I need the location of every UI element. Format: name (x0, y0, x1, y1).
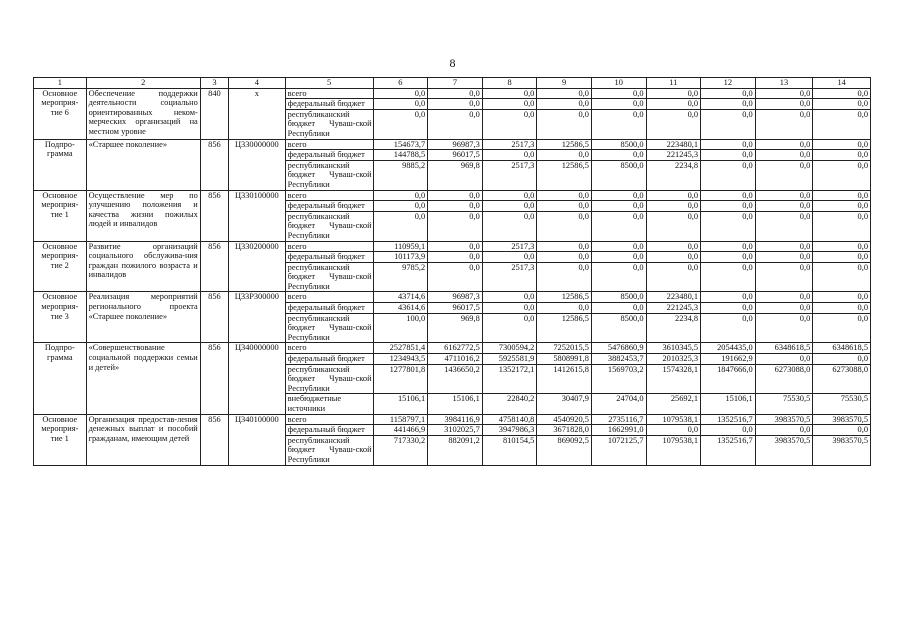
value-cell: 0,0 (646, 99, 701, 110)
code-cell: 840 (200, 88, 228, 139)
value-cell: 0,0 (813, 190, 871, 201)
value-cell: 0,0 (428, 190, 483, 201)
value-cell: 110959,1 (373, 241, 428, 252)
target-code-cell: Ц340100000 (229, 414, 286, 465)
value-cell: 12586,5 (537, 313, 592, 343)
value-cell: 0,0 (813, 211, 871, 241)
funding-source-cell: всего (285, 241, 373, 252)
value-cell: 0,0 (591, 201, 646, 212)
activity-name-cell: Обеспечение поддержки деятельности социально ориентированных неком-мерческих организаций на местном уровне (86, 88, 200, 139)
value-cell: 0,0 (701, 425, 756, 436)
value-cell: 0,0 (537, 241, 592, 252)
value-cell: 0,0 (428, 211, 483, 241)
value-cell: 0,0 (755, 241, 813, 252)
value-cell: 0,0 (701, 252, 756, 263)
value-cell: 2234,8 (646, 313, 701, 343)
budget-table (33, 77, 871, 466)
value-cell: 0,0 (755, 303, 813, 314)
funding-source-cell: федеральный бюджет (285, 201, 373, 212)
value-cell: 0,0 (428, 252, 483, 263)
value-cell: 15106,1 (373, 394, 428, 414)
value-cell: 0,0 (755, 88, 813, 99)
value-cell: 223480,1 (646, 139, 701, 150)
funding-source-cell: всего (285, 292, 373, 303)
header-cell: 7 (428, 78, 483, 89)
value-cell: 96987,3 (428, 292, 483, 303)
value-cell: 0,0 (482, 88, 537, 99)
header-cell: 2 (86, 78, 200, 89)
value-cell: 3882453,7 (591, 354, 646, 365)
value-cell: 0,0 (755, 201, 813, 212)
value-cell: 0,0 (701, 150, 756, 161)
value-cell: 2735116,7 (591, 414, 646, 425)
value-cell: 0,0 (646, 211, 701, 241)
value-cell: 0,0 (813, 252, 871, 263)
value-cell: 0,0 (701, 303, 756, 314)
value-cell: 0,0 (755, 99, 813, 110)
value-cell: 6273088,0 (755, 364, 813, 394)
value-cell: 0,0 (813, 292, 871, 303)
funding-source-cell: федеральный бюджет (285, 354, 373, 365)
value-cell: 43614,6 (373, 303, 428, 314)
value-cell: 0,0 (591, 262, 646, 292)
value-cell: 1847666,0 (701, 364, 756, 394)
value-cell: 6348618,5 (755, 343, 813, 354)
value-cell: 1662991,0 (591, 425, 646, 436)
value-cell: 6348618,5 (813, 343, 871, 354)
funding-source-cell: республиканский бюджет Чуваш-ской Республики (285, 109, 373, 139)
value-cell: 3610345,5 (646, 343, 701, 354)
value-cell: 0,0 (701, 201, 756, 212)
value-cell: 3983570,5 (755, 414, 813, 425)
value-cell: 0,0 (813, 150, 871, 161)
code-cell: 856 (200, 241, 228, 292)
funding-source-cell: республиканский бюджет Чуваш-ской Республики (285, 211, 373, 241)
value-cell: 8500,0 (591, 292, 646, 303)
value-cell: 0,0 (537, 88, 592, 99)
value-cell: 2234,8 (646, 160, 701, 190)
funding-source-cell: всего (285, 343, 373, 354)
value-cell: 2054435,0 (701, 343, 756, 354)
value-cell: 0,0 (755, 150, 813, 161)
value-cell: 22840,2 (482, 394, 537, 414)
value-cell: 0,0 (482, 150, 537, 161)
value-cell: 0,0 (755, 354, 813, 365)
value-cell: 0,0 (755, 262, 813, 292)
value-cell: 2010325,3 (646, 354, 701, 365)
value-cell: 3983570,5 (813, 414, 871, 425)
value-cell: 15106,1 (428, 394, 483, 414)
header-cell: 14 (813, 78, 871, 89)
header-cell: 6 (373, 78, 428, 89)
value-cell: 0,0 (701, 160, 756, 190)
activity-type-cell: Основное мероприя-тие 2 (34, 241, 87, 292)
value-cell: 0,0 (428, 109, 483, 139)
header-cell: 13 (755, 78, 813, 89)
value-cell: 441466,9 (373, 425, 428, 436)
activity-name-cell: «Старшее поколение» (86, 139, 200, 190)
value-cell: 969,8 (428, 313, 483, 343)
value-cell: 5476860,9 (591, 343, 646, 354)
value-cell: 75530,5 (755, 394, 813, 414)
value-cell: 0,0 (755, 292, 813, 303)
table-row (34, 190, 871, 201)
activity-name-cell: Развитие организаций социального обслужива-ния граждан пожилого возраста и инвалидов (86, 241, 200, 292)
value-cell: 3983570,5 (813, 435, 871, 465)
funding-source-cell: всего (285, 88, 373, 99)
value-cell: 8500,0 (591, 313, 646, 343)
header-cell: 12 (701, 78, 756, 89)
value-cell: 191662,9 (701, 354, 756, 365)
value-cell: 0,0 (373, 211, 428, 241)
value-cell: 8500,0 (591, 139, 646, 150)
value-cell: 882091,2 (428, 435, 483, 465)
funding-source-cell: федеральный бюджет (285, 150, 373, 161)
value-cell: 144788,5 (373, 150, 428, 161)
activity-type-cell: Основное мероприя-тие 3 (34, 292, 87, 343)
value-cell: 12586,5 (537, 139, 592, 150)
value-cell: 6162772,5 (428, 343, 483, 354)
value-cell: 2517,3 (482, 241, 537, 252)
target-code-cell: Ц330200000 (229, 241, 286, 292)
table-row (34, 241, 871, 252)
value-cell: 0,0 (813, 139, 871, 150)
value-cell: 810154,5 (482, 435, 537, 465)
value-cell: 2527851,4 (373, 343, 428, 354)
value-cell: 0,0 (537, 99, 592, 110)
value-cell: 0,0 (482, 99, 537, 110)
value-cell: 0,0 (755, 252, 813, 263)
target-code-cell: Ц330000000 (229, 139, 286, 190)
value-cell: 0,0 (813, 425, 871, 436)
value-cell: 96017,5 (428, 150, 483, 161)
header-cell: 5 (285, 78, 373, 89)
value-cell: 0,0 (813, 109, 871, 139)
value-cell: 0,0 (646, 190, 701, 201)
code-cell: 856 (200, 343, 228, 414)
value-cell: 154673,7 (373, 139, 428, 150)
value-cell: 221245,3 (646, 150, 701, 161)
value-cell: 0,0 (646, 425, 701, 436)
value-cell: 0,0 (701, 190, 756, 201)
activity-name-cell: Организация предостав-ления денежных выплат и пособий гражданам, имеющим детей (86, 414, 200, 465)
value-cell: 0,0 (755, 109, 813, 139)
page-number: 8 (449, 56, 456, 70)
header-cell: 4 (229, 78, 286, 89)
value-cell: 3984116,9 (428, 414, 483, 425)
activity-type-cell: Основное мероприя-тие 1 (34, 414, 87, 465)
value-cell: 0,0 (755, 211, 813, 241)
code-cell: 856 (200, 292, 228, 343)
value-cell: 1574328,1 (646, 364, 701, 394)
funding-source-cell: республиканский бюджет Чуваш-ской Республики (285, 364, 373, 394)
value-cell: 0,0 (373, 109, 428, 139)
value-cell: 100,0 (373, 313, 428, 343)
value-cell: 0,0 (482, 190, 537, 201)
header-cell: 8 (482, 78, 537, 89)
value-cell: 0,0 (813, 99, 871, 110)
value-cell: 7300594,2 (482, 343, 537, 354)
value-cell: 0,0 (428, 99, 483, 110)
value-cell: 0,0 (537, 303, 592, 314)
value-cell: 3671828,0 (537, 425, 592, 436)
value-cell: 0,0 (482, 313, 537, 343)
value-cell: 0,0 (428, 262, 483, 292)
header-cell: 10 (591, 78, 646, 89)
value-cell: 0,0 (373, 201, 428, 212)
value-cell: 0,0 (537, 150, 592, 161)
value-cell: 0,0 (591, 88, 646, 99)
value-cell: 4711016,2 (428, 354, 483, 365)
value-cell: 1072125,7 (591, 435, 646, 465)
value-cell: 1277801,8 (373, 364, 428, 394)
value-cell: 0,0 (701, 241, 756, 252)
value-cell: 0,0 (482, 252, 537, 263)
activity-name-cell: «Совершенствование социальной поддержки семьи и детей» (86, 343, 200, 414)
value-cell: 0,0 (813, 313, 871, 343)
value-cell: 0,0 (755, 160, 813, 190)
value-cell: 0,0 (701, 313, 756, 343)
value-cell: 0,0 (646, 262, 701, 292)
value-cell: 0,0 (591, 190, 646, 201)
value-cell: 0,0 (646, 109, 701, 139)
target-code-cell: x (229, 88, 286, 139)
value-cell: 0,0 (482, 211, 537, 241)
funding-source-cell: всего (285, 139, 373, 150)
value-cell: 25692,1 (646, 394, 701, 414)
funding-source-cell: республиканский бюджет Чуваш-ской Республики (285, 313, 373, 343)
table-row (34, 88, 871, 99)
target-code-cell: Ц340000000 (229, 343, 286, 414)
value-cell: 0,0 (373, 190, 428, 201)
value-cell: 0,0 (428, 88, 483, 99)
value-cell: 0,0 (537, 211, 592, 241)
value-cell: 1412615,8 (537, 364, 592, 394)
value-cell: 0,0 (537, 201, 592, 212)
value-cell: 6273088,0 (813, 364, 871, 394)
funding-source-cell: внебюджетные источники (285, 394, 373, 414)
value-cell: 1352172,1 (482, 364, 537, 394)
value-cell: 7252015,5 (537, 343, 592, 354)
value-cell: 12586,5 (537, 160, 592, 190)
value-cell: 2517,3 (482, 262, 537, 292)
value-cell: 1352516,7 (701, 435, 756, 465)
value-cell: 0,0 (813, 241, 871, 252)
value-cell: 0,0 (755, 139, 813, 150)
value-cell: 4540920,5 (537, 414, 592, 425)
value-cell: 0,0 (701, 292, 756, 303)
table-row (34, 343, 871, 354)
value-cell: 0,0 (428, 241, 483, 252)
value-cell: 0,0 (813, 160, 871, 190)
code-cell: 856 (200, 414, 228, 465)
value-cell: 221245,3 (646, 303, 701, 314)
value-cell: 223480,1 (646, 292, 701, 303)
funding-source-cell: всего (285, 190, 373, 201)
value-cell: 9885,2 (373, 160, 428, 190)
value-cell: 0,0 (537, 252, 592, 263)
table-row (34, 139, 871, 150)
value-cell: 15106,1 (701, 394, 756, 414)
value-cell: 96987,3 (428, 139, 483, 150)
value-cell: 1079538,1 (646, 435, 701, 465)
value-cell: 0,0 (537, 262, 592, 292)
value-cell: 1436650,2 (428, 364, 483, 394)
value-cell: 717330,2 (373, 435, 428, 465)
value-cell: 0,0 (701, 109, 756, 139)
value-cell: 2517,3 (482, 160, 537, 190)
value-cell: 0,0 (591, 211, 646, 241)
value-cell: 12586,5 (537, 292, 592, 303)
value-cell: 0,0 (755, 425, 813, 436)
value-cell: 0,0 (813, 88, 871, 99)
value-cell: 2517,3 (482, 139, 537, 150)
value-cell: 0,0 (701, 139, 756, 150)
value-cell: 43714,6 (373, 292, 428, 303)
value-cell: 0,0 (482, 201, 537, 212)
value-cell: 75530,5 (813, 394, 871, 414)
target-code-cell: Ц330100000 (229, 190, 286, 241)
funding-source-cell: федеральный бюджет (285, 303, 373, 314)
value-cell: 3102025,7 (428, 425, 483, 436)
value-cell: 0,0 (482, 109, 537, 139)
table-row (34, 292, 871, 303)
value-cell: 969,8 (428, 160, 483, 190)
value-cell: 0,0 (482, 303, 537, 314)
value-cell: 0,0 (591, 109, 646, 139)
value-cell: 0,0 (646, 241, 701, 252)
value-cell: 0,0 (591, 252, 646, 263)
value-cell: 0,0 (373, 88, 428, 99)
value-cell: 0,0 (701, 211, 756, 241)
value-cell: 1569703,2 (591, 364, 646, 394)
value-cell: 5808991,8 (537, 354, 592, 365)
value-cell: 8500,0 (591, 160, 646, 190)
value-cell: 3947986,3 (482, 425, 537, 436)
value-cell: 4758140,8 (482, 414, 537, 425)
activity-type-cell: Основное мероприя-тие 6 (34, 88, 87, 139)
value-cell: 0,0 (591, 99, 646, 110)
value-cell: 9785,2 (373, 262, 428, 292)
value-cell: 0,0 (701, 99, 756, 110)
value-cell: 1234943,5 (373, 354, 428, 365)
value-cell: 0,0 (646, 201, 701, 212)
value-cell: 0,0 (813, 262, 871, 292)
value-cell: 0,0 (591, 150, 646, 161)
header-cell: 11 (646, 78, 701, 89)
funding-source-cell: всего (285, 414, 373, 425)
value-cell: 30407,9 (537, 394, 592, 414)
value-cell: 0,0 (482, 292, 537, 303)
funding-source-cell: федеральный бюджет (285, 425, 373, 436)
funding-source-cell: республиканский бюджет Чуваш-ской Республики (285, 262, 373, 292)
value-cell: 0,0 (813, 303, 871, 314)
header-cell: 1 (34, 78, 87, 89)
value-cell: 1158797,1 (373, 414, 428, 425)
value-cell: 0,0 (755, 313, 813, 343)
header-row (34, 78, 871, 89)
value-cell: 0,0 (428, 201, 483, 212)
target-code-cell: Ц33Р300000 (229, 292, 286, 343)
value-cell: 96017,5 (428, 303, 483, 314)
value-cell: 0,0 (646, 252, 701, 263)
code-cell: 856 (200, 139, 228, 190)
value-cell: 0,0 (591, 241, 646, 252)
value-cell: 3983570,5 (755, 435, 813, 465)
activity-name-cell: Осуществление мер по улучшению положения и качества жизни пожилых людей и инвалидов (86, 190, 200, 241)
value-cell: 5925581,9 (482, 354, 537, 365)
value-cell: 0,0 (373, 99, 428, 110)
value-cell: 0,0 (813, 201, 871, 212)
header-cell: 9 (537, 78, 592, 89)
value-cell: 24704,0 (591, 394, 646, 414)
funding-source-cell: федеральный бюджет (285, 252, 373, 263)
value-cell: 0,0 (755, 190, 813, 201)
value-cell: 0,0 (701, 88, 756, 99)
value-cell: 0,0 (813, 354, 871, 365)
table-row (34, 414, 871, 425)
value-cell: 101173,9 (373, 252, 428, 263)
funding-source-cell: республиканский бюджет Чуваш-ской Республики (285, 160, 373, 190)
funding-source-cell: республиканский бюджет Чуваш-ской Республики (285, 435, 373, 465)
value-cell: 0,0 (537, 190, 592, 201)
value-cell: 0,0 (591, 303, 646, 314)
activity-type-cell: Подпро-грамма (34, 139, 87, 190)
value-cell: 1352516,7 (701, 414, 756, 425)
activity-type-cell: Подпро-грамма (34, 343, 87, 414)
value-cell: 0,0 (701, 262, 756, 292)
value-cell: 0,0 (537, 109, 592, 139)
funding-source-cell: федеральный бюджет (285, 99, 373, 110)
activity-type-cell: Основное мероприя-тие 1 (34, 190, 87, 241)
header-cell: 3 (200, 78, 228, 89)
code-cell: 856 (200, 190, 228, 241)
activity-name-cell: Реализация мероприятий регионального проекта «Старшее поколение» (86, 292, 200, 343)
value-cell: 869092,5 (537, 435, 592, 465)
value-cell: 0,0 (646, 88, 701, 99)
value-cell: 1079538,1 (646, 414, 701, 425)
